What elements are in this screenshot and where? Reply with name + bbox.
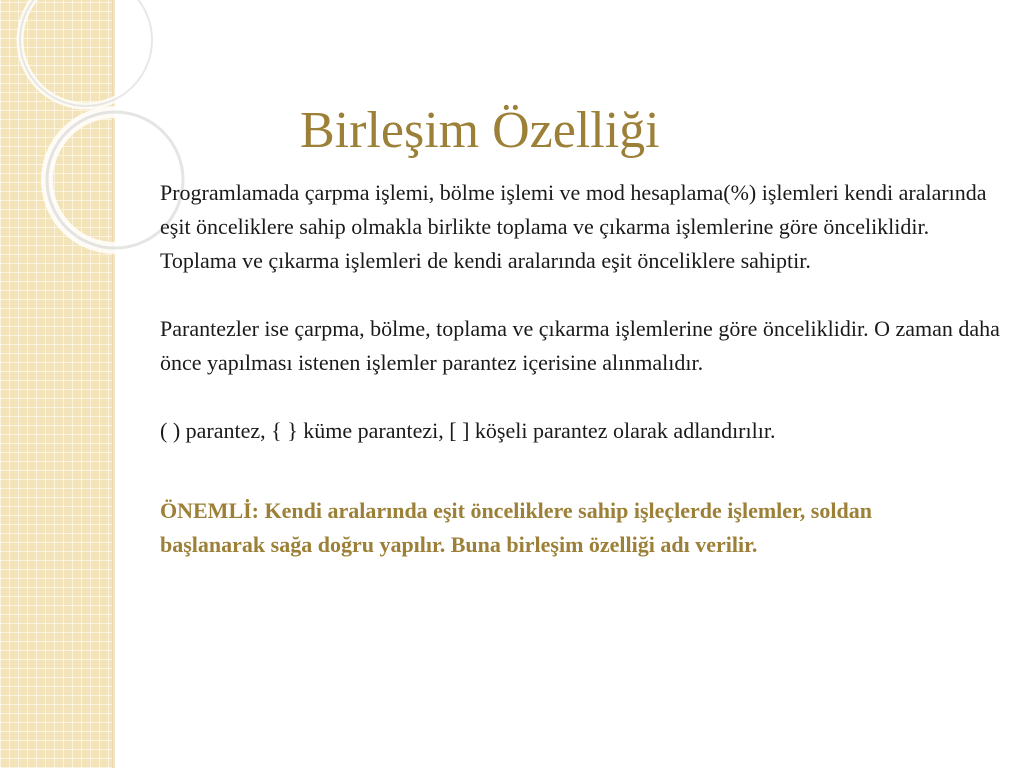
paragraph-bracket-types: ( ) parantez, { } küme parantezi, [ ] köşeli parantez olarak adlandırılır. (160, 418, 776, 443)
paragraph-parentheses: Parantezler ise çarpma, bölme, toplama ve çıkarma işlemlerine göre önceliklidir. O zaman daha önce yapılması istenen işlemler parantez içerisine alınmalıdır. (160, 316, 1000, 375)
paragraph-addition: Toplama ve çıkarma işlemleri de kendi aralarında eşit önceliklere sahiptir. (160, 248, 811, 273)
important-note-line-2: başlanarak sağa doğru yapılır. Buna birleşim özelliği adı verilir. (160, 532, 758, 557)
decorative-ring-top (20, 0, 152, 106)
spacer (160, 448, 1000, 494)
important-note-line-1: ÖNEMLİ: Kendi aralarında eşit önceliklere sahip işleçlerde işlemler, soldan (160, 498, 872, 523)
slide-title: Birleşim Özelliği (300, 102, 660, 159)
spacer (160, 380, 1000, 414)
paragraph-precedence: Programlamada çarpma işlemi, bölme işlemi ve mod hesaplama(%) işlemleri kendi aralarında eşit önceliklere sahip olmakla birlikte toplama ve çıkarma işlemlerine göre önceliklidir. (160, 180, 987, 239)
spacer (160, 278, 1000, 312)
slide-body (160, 176, 1000, 562)
